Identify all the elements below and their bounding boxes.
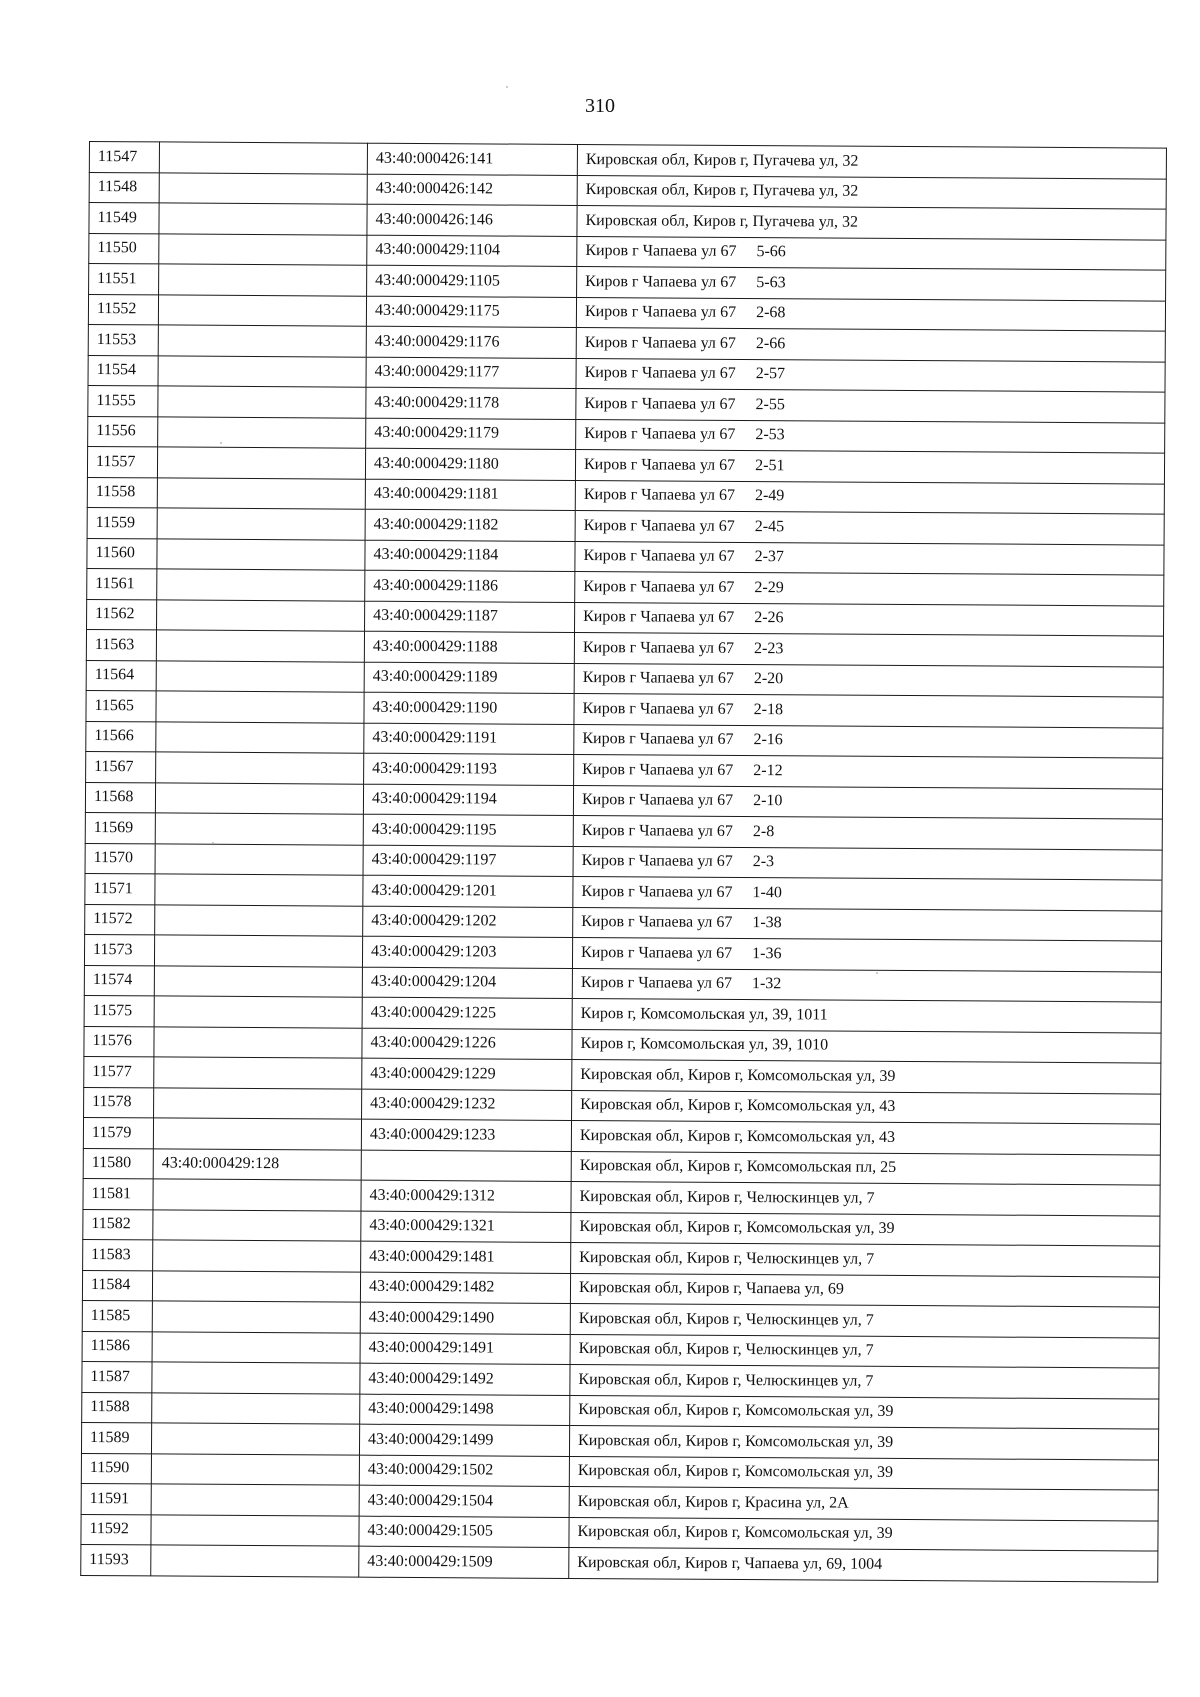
address-cell: Кировская обл, Киров г, Комсомольская ул, 43 xyxy=(572,1090,1161,1124)
address-cell: Кировская обл, Киров г, Челюскинцев ул, 7 xyxy=(570,1364,1159,1398)
row-number-cell: 11588 xyxy=(82,1392,152,1423)
address-cell: Кировская обл, Киров г, Чапаева ул, 69 xyxy=(570,1273,1159,1307)
old-cadastral-number-cell xyxy=(156,630,364,662)
address-cell: Киров г Чапаева ул 67 1-38 xyxy=(573,907,1162,941)
cadastral-number-cell: 43:40:000429:1186 xyxy=(365,570,575,602)
row-number-cell: 11549 xyxy=(89,203,159,234)
cadastral-number-cell: 43:40:000429:1178 xyxy=(366,387,576,419)
cadastral-number-cell: 43:40:000429:1204 xyxy=(362,967,572,999)
cadastral-number-cell: 43:40:000429:1195 xyxy=(363,814,573,846)
row-number-cell: 11586 xyxy=(82,1331,152,1362)
cadastral-number-cell: 43:40:000429:1492 xyxy=(360,1363,570,1395)
row-number-cell: 11561 xyxy=(87,568,157,599)
old-cadastral-number-cell xyxy=(152,1301,360,1333)
address-cell: Кировская обл, Киров г, Челюскинцев ул, 7 xyxy=(571,1242,1160,1276)
row-number-cell: 11552 xyxy=(88,294,158,325)
cadastral-number-cell: 43:40:000429:1505 xyxy=(359,1516,569,1548)
cadastral-number-cell: 43:40:000429:1105 xyxy=(367,265,577,297)
row-number-cell: 11579 xyxy=(83,1117,153,1148)
row-number-cell: 11569 xyxy=(85,812,155,843)
old-cadastral-number-cell xyxy=(159,172,367,204)
address-cell: Киров г Чапаева ул 67 2-12 xyxy=(574,754,1163,788)
row-number-cell: 11562 xyxy=(87,599,157,630)
register-table-body xyxy=(81,142,1167,1582)
old-cadastral-number-cell xyxy=(154,1087,362,1119)
row-number-cell: 11591 xyxy=(81,1483,151,1514)
old-cadastral-number-cell xyxy=(159,203,367,235)
row-number-cell: 11563 xyxy=(86,629,156,660)
scan-speck xyxy=(212,842,214,844)
old-cadastral-number-cell xyxy=(153,1240,361,1272)
old-cadastral-number-cell xyxy=(155,874,363,906)
address-cell: Киров г Чапаева ул 67 2-53 xyxy=(576,419,1165,453)
cadastral-number-cell: 43:40:000429:1191 xyxy=(364,723,574,755)
row-number-cell: 11551 xyxy=(89,264,159,295)
address-cell: Кировская обл, Киров г, Пугачева ул, 32 xyxy=(577,144,1166,178)
old-cadastral-number-cell xyxy=(155,843,363,875)
row-number-cell: 11578 xyxy=(84,1087,154,1118)
row-number-cell: 11559 xyxy=(87,507,157,538)
row-number-cell: 11587 xyxy=(82,1361,152,1392)
row-number-cell: 11590 xyxy=(81,1453,151,1484)
row-number-cell: 11560 xyxy=(87,538,157,569)
row-number-cell: 11577 xyxy=(84,1056,154,1087)
row-number-cell: 11565 xyxy=(86,690,156,721)
address-cell: Кировская обл, Киров г, Красина ул, 2А xyxy=(569,1486,1158,1520)
old-cadastral-number-cell xyxy=(158,416,366,448)
cadastral-number-cell: 43:40:000429:1504 xyxy=(359,1485,569,1517)
address-cell: Киров г Чапаева ул 67 2-23 xyxy=(574,632,1163,666)
address-cell: Кировская обл, Киров г, Комсомольская ул, 39 xyxy=(569,1425,1158,1459)
row-number-cell: 11573 xyxy=(84,934,154,965)
address-cell: Киров г Чапаева ул 67 1-36 xyxy=(572,937,1161,971)
old-cadastral-number-cell xyxy=(157,538,365,570)
row-number-cell: 11576 xyxy=(84,1026,154,1057)
old-cadastral-number-cell xyxy=(155,782,363,814)
address-cell: Киров г Чапаева ул 67 2-26 xyxy=(575,602,1164,636)
old-cadastral-number-cell xyxy=(156,691,364,723)
row-number-cell: 11567 xyxy=(86,751,156,782)
old-cadastral-number-cell xyxy=(156,752,364,784)
old-cadastral-number-cell xyxy=(151,1484,359,1516)
row-number-cell: 11582 xyxy=(83,1209,153,1240)
cadastral-number-cell: 43:40:000429:1481 xyxy=(361,1241,571,1273)
address-cell: Киров г Чапаева ул 67 2-16 xyxy=(574,724,1163,758)
address-cell: Киров г Чапаева ул 67 2-66 xyxy=(576,327,1165,361)
row-number-cell: 11554 xyxy=(88,355,158,386)
row-number-cell: 11564 xyxy=(86,660,156,691)
old-cadastral-number-cell xyxy=(157,599,365,631)
address-cell: Кировская обл, Киров г, Чапаева ул, 69, 1004 xyxy=(569,1547,1158,1581)
row-number-cell: 11547 xyxy=(89,142,159,173)
old-cadastral-number-cell xyxy=(157,508,365,540)
row-number-cell: 11557 xyxy=(87,446,157,477)
old-cadastral-number-cell xyxy=(152,1362,360,1394)
address-cell: Киров г Чапаева ул 67 2-29 xyxy=(575,571,1164,605)
address-cell: Кировская обл, Киров г, Комсомольская ул, 39 xyxy=(571,1212,1160,1246)
row-number-cell: 11574 xyxy=(84,965,154,996)
old-cadastral-number-cell xyxy=(152,1331,360,1363)
page-number: 310 xyxy=(585,95,615,117)
address-cell: Киров г Чапаева ул 67 1-32 xyxy=(572,968,1161,1002)
row-number-cell: 11589 xyxy=(81,1422,151,1453)
old-cadastral-number-cell xyxy=(151,1514,359,1546)
row-number-cell: 11581 xyxy=(83,1178,153,1209)
cadastral-number-cell: 43:40:000429:1233 xyxy=(361,1119,571,1151)
cadastral-number-cell: 43:40:000429:1226 xyxy=(362,1028,572,1060)
old-cadastral-number-cell xyxy=(152,1270,360,1302)
address-cell: Киров г Чапаева ул 67 2-68 xyxy=(576,297,1165,331)
address-cell: Киров г Чапаева ул 67 2-10 xyxy=(573,785,1162,819)
address-cell: Кировская обл, Киров г, Челюскинцев ул, 7 xyxy=(570,1303,1159,1337)
address-cell: Кировская обл, Киров г, Комсомольская ул, 39 xyxy=(569,1456,1158,1490)
old-cadastral-number-cell xyxy=(153,1179,361,1211)
address-cell: Киров г Чапаева ул 67 2-20 xyxy=(574,663,1163,697)
cadastral-number-cell: 43:40:000429:1201 xyxy=(363,875,573,907)
row-number-cell: 11558 xyxy=(87,477,157,508)
row-number-cell: 11592 xyxy=(81,1514,151,1545)
address-cell: Кировская обл, Киров г, Комсомольская ул, 43 xyxy=(571,1120,1160,1154)
address-cell: Киров г Чапаева ул 67 2-18 xyxy=(574,693,1163,727)
cadastral-number-cell: 43:40:000429:1197 xyxy=(363,845,573,877)
cadastral-number-cell xyxy=(361,1150,571,1182)
row-number-cell: 11550 xyxy=(89,233,159,264)
old-cadastral-number-cell xyxy=(153,1118,361,1150)
row-number-cell: 11571 xyxy=(85,873,155,904)
address-cell: Кировская обл, Киров г, Комсомольская пл, 25 xyxy=(571,1151,1160,1185)
old-cadastral-number-cell xyxy=(155,813,363,845)
old-cadastral-number-cell xyxy=(158,386,366,418)
register-table xyxy=(80,141,1167,1582)
address-cell: Киров г Чапаева ул 67 2-55 xyxy=(576,388,1165,422)
cadastral-number-cell: 43:40:000429:1312 xyxy=(361,1180,571,1212)
row-number-cell: 11583 xyxy=(83,1239,153,1270)
table-row xyxy=(81,1544,1158,1581)
cadastral-number-cell: 43:40:000429:1175 xyxy=(366,296,576,328)
address-cell: Киров г, Комсомольская ул, 39, 1011 xyxy=(572,998,1161,1032)
old-cadastral-number-cell xyxy=(154,935,362,967)
cadastral-number-cell: 43:40:000429:1180 xyxy=(365,448,575,480)
old-cadastral-number-cell xyxy=(154,1057,362,1089)
cadastral-number-cell: 43:40:000429:1509 xyxy=(359,1546,569,1578)
old-cadastral-number-cell xyxy=(158,325,366,357)
old-cadastral-number-cell xyxy=(156,660,364,692)
row-number-cell: 11584 xyxy=(82,1270,152,1301)
address-cell: Киров г Чапаева ул 67 2-45 xyxy=(575,510,1164,544)
old-cadastral-number-cell xyxy=(155,904,363,936)
cadastral-number-cell: 43:40:000429:1181 xyxy=(365,479,575,511)
row-number-cell: 11553 xyxy=(88,324,158,355)
row-number-cell: 11570 xyxy=(85,843,155,874)
cadastral-number-cell: 43:40:000429:1498 xyxy=(360,1394,570,1426)
address-cell: Киров г Чапаева ул 67 5-63 xyxy=(577,266,1166,300)
old-cadastral-number-cell xyxy=(151,1453,359,1485)
row-number-cell: 11593 xyxy=(81,1544,151,1575)
old-cadastral-number-cell xyxy=(152,1392,360,1424)
cadastral-number-cell: 43:40:000426:146 xyxy=(367,204,577,236)
address-cell: Киров г Чапаева ул 67 5-66 xyxy=(577,236,1166,270)
cadastral-number-cell: 43:40:000429:1182 xyxy=(365,509,575,541)
address-cell: Киров г Чапаева ул 67 2-8 xyxy=(573,815,1162,849)
cadastral-number-cell: 43:40:000429:1202 xyxy=(363,906,573,938)
old-cadastral-number-cell xyxy=(154,965,362,997)
old-cadastral-number-cell: 43:40:000429:128 xyxy=(153,1148,361,1180)
row-number-cell: 11568 xyxy=(85,782,155,813)
cadastral-number-cell: 43:40:000429:1193 xyxy=(364,753,574,785)
row-number-cell: 11555 xyxy=(88,385,158,416)
address-cell: Кировская обл, Киров г, Комсомольская ул, 39 xyxy=(572,1059,1161,1093)
old-cadastral-number-cell xyxy=(157,447,365,479)
row-number-cell: 11566 xyxy=(86,721,156,752)
address-cell: Кировская обл, Киров г, Пугачева ул, 32 xyxy=(577,175,1166,209)
row-number-cell: 11585 xyxy=(82,1300,152,1331)
old-cadastral-number-cell xyxy=(159,264,367,296)
cadastral-number-cell: 43:40:000429:1179 xyxy=(366,418,576,450)
old-cadastral-number-cell xyxy=(158,294,366,326)
scan-speck xyxy=(506,86,508,88)
cadastral-number-cell: 43:40:000429:1104 xyxy=(367,235,577,267)
cadastral-number-cell: 43:40:000429:1189 xyxy=(364,662,574,694)
row-number-cell: 11548 xyxy=(89,172,159,203)
cadastral-number-cell: 43:40:000429:1194 xyxy=(363,784,573,816)
cadastral-number-cell: 43:40:000429:1190 xyxy=(364,692,574,724)
row-number-cell: 11580 xyxy=(83,1148,153,1179)
old-cadastral-number-cell xyxy=(151,1423,359,1455)
old-cadastral-number-cell xyxy=(156,721,364,753)
cadastral-number-cell: 43:40:000429:1184 xyxy=(365,540,575,572)
cadastral-number-cell: 43:40:000426:141 xyxy=(367,143,577,175)
cadastral-number-cell: 43:40:000429:1490 xyxy=(360,1302,570,1334)
old-cadastral-number-cell xyxy=(153,1209,361,1241)
cadastral-number-cell: 43:40:000429:1491 xyxy=(360,1333,570,1365)
cadastral-number-cell: 43:40:000429:1225 xyxy=(362,997,572,1029)
cadastral-number-cell: 43:40:000429:1177 xyxy=(366,357,576,389)
address-cell: Киров г, Комсомольская ул, 39, 1010 xyxy=(572,1029,1161,1063)
old-cadastral-number-cell xyxy=(151,1545,359,1577)
old-cadastral-number-cell xyxy=(157,569,365,601)
cadastral-number-cell: 43:40:000429:1187 xyxy=(365,601,575,633)
row-number-cell: 11575 xyxy=(84,995,154,1026)
cadastral-number-cell: 43:40:000429:1203 xyxy=(362,936,572,968)
cadastral-number-cell: 43:40:000429:1176 xyxy=(366,326,576,358)
address-cell: Киров г Чапаева ул 67 2-3 xyxy=(573,846,1162,880)
cadastral-number-cell: 43:40:000429:1188 xyxy=(364,631,574,663)
old-cadastral-number-cell xyxy=(159,142,367,174)
address-cell: Киров г Чапаева ул 67 2-49 xyxy=(575,480,1164,514)
address-cell: Кировская обл, Киров г, Комсомольская ул, 39 xyxy=(569,1517,1158,1551)
address-cell: Кировская обл, Киров г, Комсомольская ул, 39 xyxy=(570,1395,1159,1429)
address-cell: Киров г Чапаева ул 67 2-51 xyxy=(575,449,1164,483)
row-number-cell: 11572 xyxy=(85,904,155,935)
cadastral-number-cell: 43:40:000429:1499 xyxy=(359,1424,569,1456)
address-cell: Кировская обл, Киров г, Пугачева ул, 32 xyxy=(577,205,1166,239)
cadastral-number-cell: 43:40:000429:1229 xyxy=(362,1058,572,1090)
cadastral-number-cell: 43:40:000426:142 xyxy=(367,174,577,206)
cadastral-number-cell: 43:40:000429:1321 xyxy=(361,1211,571,1243)
cadastral-number-cell: 43:40:000429:1502 xyxy=(359,1455,569,1487)
old-cadastral-number-cell xyxy=(158,355,366,387)
old-cadastral-number-cell xyxy=(159,233,367,265)
address-cell: Киров г Чапаева ул 67 1-40 xyxy=(573,876,1162,910)
address-cell: Кировская обл, Киров г, Челюскинцев ул, 7 xyxy=(570,1334,1159,1368)
row-number-cell: 11556 xyxy=(88,416,158,447)
old-cadastral-number-cell xyxy=(154,1026,362,1058)
old-cadastral-number-cell xyxy=(154,996,362,1028)
scan-speck xyxy=(876,972,878,974)
scan-speck xyxy=(220,442,222,444)
address-cell: Киров г Чапаева ул 67 2-57 xyxy=(576,358,1165,392)
address-cell: Кировская обл, Киров г, Челюскинцев ул, 7 xyxy=(571,1181,1160,1215)
address-cell: Киров г Чапаева ул 67 2-37 xyxy=(575,541,1164,575)
cadastral-number-cell: 43:40:000429:1482 xyxy=(360,1272,570,1304)
old-cadastral-number-cell xyxy=(157,477,365,509)
cadastral-number-cell: 43:40:000429:1232 xyxy=(362,1089,572,1121)
